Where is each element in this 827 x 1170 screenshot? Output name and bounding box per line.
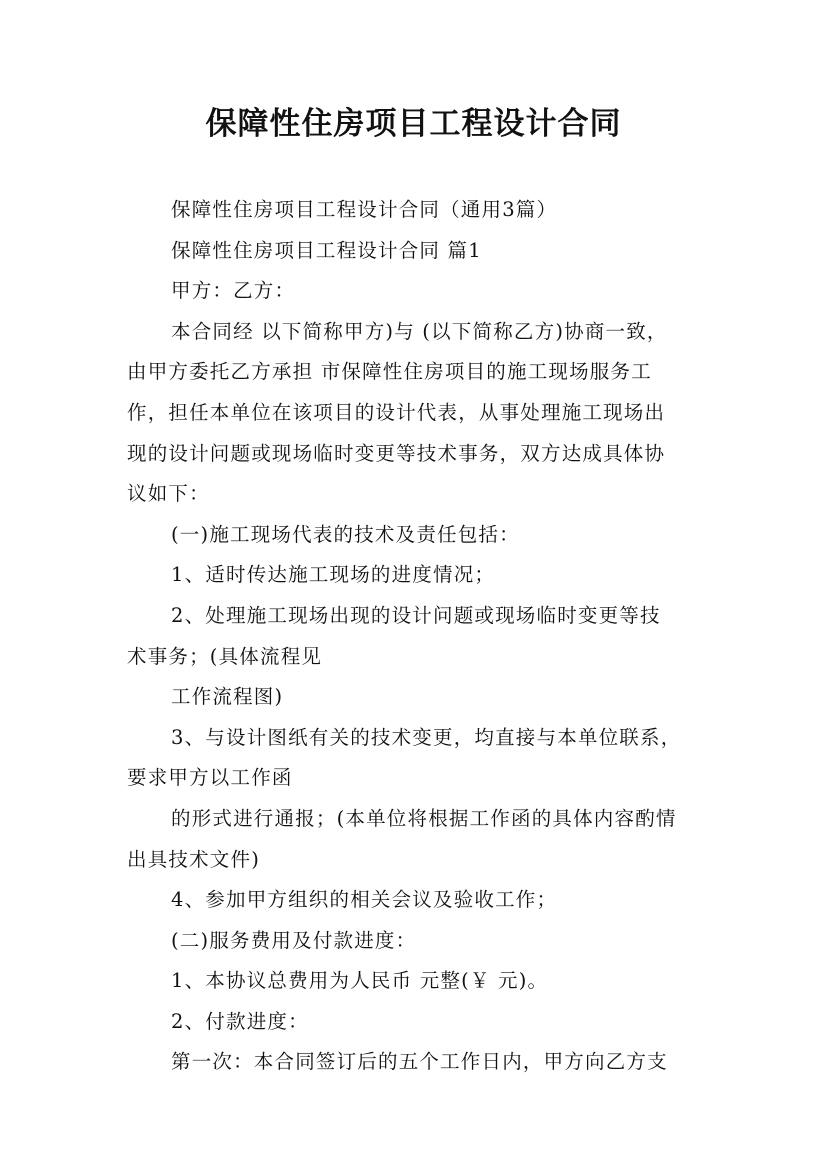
text-line: 要求甲方以工作函 bbox=[127, 766, 293, 790]
text-line: (二)服务费用及付款进度： bbox=[171, 928, 417, 952]
text-line: 3、与设计图纸有关的技术变更，均直接与本单位联系， bbox=[171, 725, 682, 749]
text-line: 出具技术文件) bbox=[127, 847, 261, 871]
text-line: 1、适时传达施工现场的进度情况； bbox=[171, 563, 496, 587]
document-body bbox=[127, 190, 713, 1083]
text-line: 由甲方委托乙方承担 市保障性住房项目的施工现场服务工 bbox=[127, 360, 652, 384]
text-line: 术事务；(具体流程见 bbox=[127, 644, 323, 668]
text-line: 议如下： bbox=[127, 482, 210, 506]
text-line: (一)施工现场代表的技术及责任包括： bbox=[171, 522, 520, 546]
document-title: 保障性住房项目工程设计合同 bbox=[205, 106, 622, 142]
text-line: 保障性住房项目工程设计合同 篇1 bbox=[171, 238, 482, 262]
text-line: 保障性住房项目工程设计合同（通用3篇） bbox=[171, 198, 558, 221]
text-line: 第一次：本合同签订后的五个工作日内，甲方向乙方支 bbox=[171, 1050, 668, 1074]
text-line: 4、参加甲方组织的相关会议及验收工作； bbox=[171, 888, 558, 912]
text-line: 1、本协议总费用为人民币 元整(￥ 元)。 bbox=[171, 969, 549, 993]
text-line: 本合同经 以下简称甲方)与 (以下简称乙方)协商一致， bbox=[171, 319, 668, 343]
text-line: 2、处理施工现场出现的设计问题或现场临时变更等技 bbox=[171, 603, 661, 627]
text-line: 作，担任本单位在该项目的设计代表，从事处理施工现场出 bbox=[127, 400, 666, 424]
text-line: 的形式进行通报；(本单位将根据工作函的具体内容酌情 bbox=[171, 806, 677, 830]
text-line: 2、付款进度： bbox=[171, 1009, 309, 1033]
text-line: 甲方：乙方： bbox=[171, 279, 296, 303]
text-line: 现的设计问题或现场临时变更等技术事务，双方达成具体协 bbox=[127, 441, 666, 465]
text-line: 工作流程图) bbox=[171, 685, 284, 709]
